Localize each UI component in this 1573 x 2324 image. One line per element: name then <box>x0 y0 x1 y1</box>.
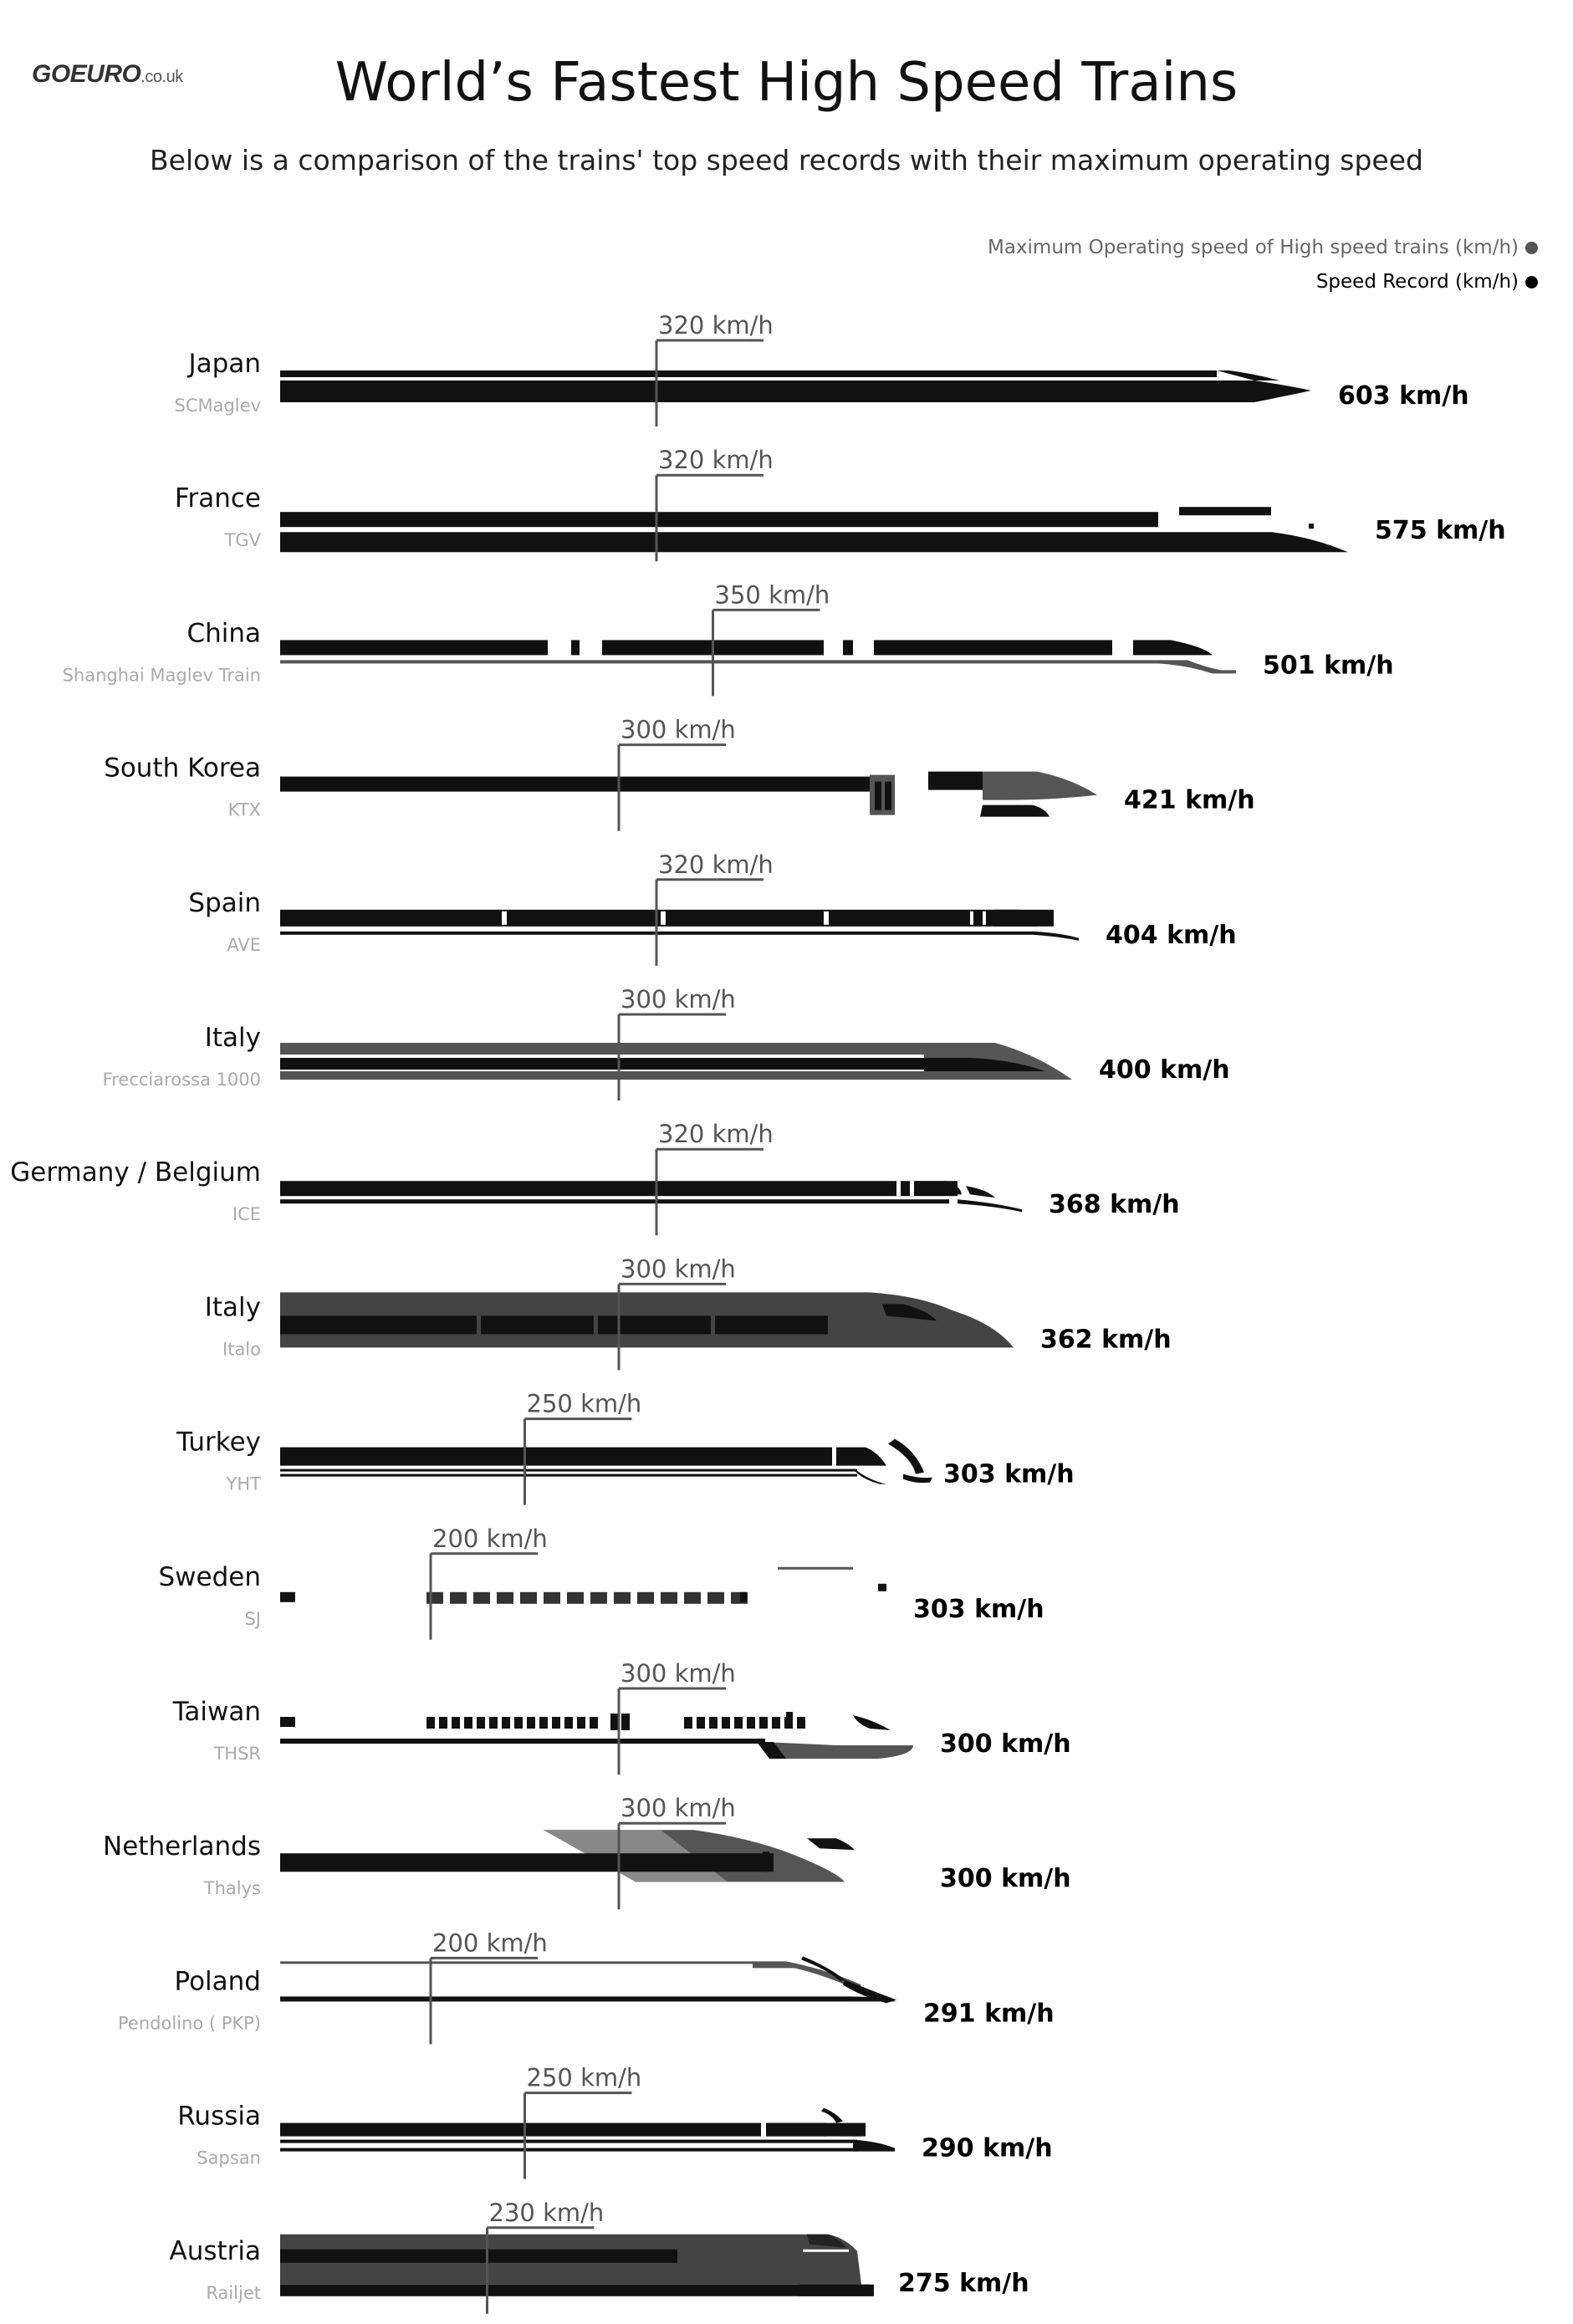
train-window <box>722 1717 730 1729</box>
country-label: Netherlands <box>103 1831 261 1862</box>
record-speed-label: 575 km/h <box>1375 516 1506 546</box>
record-speed-label: 300 km/h <box>940 1864 1071 1894</box>
train-window <box>473 1592 490 1604</box>
train-model-label: AVE <box>227 934 261 955</box>
country-label: South Korea <box>104 753 261 784</box>
train-body <box>778 1567 853 1570</box>
country-label: Germany / Belgium <box>10 1157 261 1188</box>
country-label: Turkey <box>176 1427 261 1458</box>
record-speed-label: 291 km/h <box>923 1999 1055 2029</box>
train-body <box>928 772 983 790</box>
train-row <box>205 1254 1172 1370</box>
train-model-label: Sapsan <box>197 2148 261 2168</box>
train-window <box>661 912 666 925</box>
country-label: Poland <box>174 1966 261 1997</box>
train-window <box>684 1717 692 1729</box>
train-model-label: Thalys <box>203 1878 261 1899</box>
train-body <box>1179 507 1271 515</box>
train-body <box>280 1739 765 1744</box>
train-body <box>280 1071 924 1080</box>
train-body <box>280 1043 924 1055</box>
country-label: Japan <box>188 349 261 379</box>
train-window <box>786 1712 793 1729</box>
record-speed-label: 275 km/h <box>898 2268 1029 2298</box>
train-body <box>280 1961 757 1964</box>
operating-speed-label: 320 km/h <box>658 446 774 475</box>
train-nose <box>853 1469 886 1484</box>
train-body <box>598 1315 711 1334</box>
train-window <box>661 1592 677 1604</box>
train-body <box>715 1315 828 1334</box>
train-window <box>878 1584 886 1591</box>
train-nose <box>807 1838 855 1850</box>
operating-speed-label: 300 km/h <box>621 1659 736 1688</box>
train-body <box>280 2250 677 2263</box>
train-model-label: KTX <box>227 799 261 820</box>
train-window <box>590 1717 598 1729</box>
record-speed-label: 421 km/h <box>1124 785 1255 815</box>
train-window <box>843 640 853 655</box>
train-model-label: SJ <box>244 1608 261 1629</box>
train-window <box>452 1717 460 1729</box>
record-speed-label: 290 km/h <box>922 2133 1053 2163</box>
operating-speed-label: 250 km/h <box>526 2063 642 2092</box>
train-window <box>797 1717 805 1729</box>
record-speed-label: 603 km/h <box>1338 381 1469 411</box>
train-body <box>280 2140 857 2143</box>
train-window <box>426 1717 435 1729</box>
train-nose <box>980 805 1050 817</box>
train-body <box>280 1181 958 1196</box>
operating-speed-label: 320 km/h <box>658 850 774 879</box>
train-window <box>970 912 973 925</box>
train-window <box>520 1592 537 1604</box>
train-body <box>803 2250 849 2252</box>
train-nose <box>966 1186 995 1198</box>
train-nose <box>1133 640 1213 655</box>
train-row <box>104 716 1254 831</box>
train-body <box>280 660 1158 663</box>
train-window <box>740 1592 747 1602</box>
train-window <box>707 1592 724 1604</box>
train-window <box>910 1181 914 1196</box>
train-window <box>772 1717 780 1729</box>
train-window <box>983 912 986 925</box>
train-nose <box>1033 932 1079 941</box>
train-window <box>709 1717 718 1729</box>
train-window <box>280 1717 295 1727</box>
country-label: Russia <box>177 2101 261 2132</box>
train-body <box>768 2123 826 2137</box>
train-window <box>824 912 829 925</box>
train-window <box>734 1717 743 1729</box>
train-body <box>280 512 1158 527</box>
train-model-label: TGV <box>224 530 261 551</box>
train-window <box>747 1717 755 1729</box>
train-model-label: YHT <box>226 1474 261 1494</box>
operating-speed-label: 300 km/h <box>621 1794 736 1823</box>
train-model-label: Shanghai Maglev Train <box>62 665 261 686</box>
train-nose <box>1158 660 1236 673</box>
train-window <box>280 1592 295 1602</box>
train-body <box>280 1853 774 1872</box>
train-model-label: Frecciarossa 1000 <box>102 1070 261 1090</box>
train-window <box>571 640 580 655</box>
country-label: France <box>174 483 261 514</box>
train-model-label: ICE <box>232 1204 261 1225</box>
train-row <box>188 850 1236 966</box>
page-subtitle: Below is a comparison of the trains' top speed records with their maximum operating speed <box>150 144 1423 176</box>
logo-text: GOEURO <box>32 60 141 88</box>
record-speed-label: 400 km/h <box>1099 1055 1230 1085</box>
train-window <box>875 782 881 810</box>
train-model-label: Italo <box>222 1339 261 1360</box>
train-window <box>763 1852 769 1872</box>
train-window <box>885 782 891 810</box>
operating-speed-label: 320 km/h <box>658 1120 774 1149</box>
train-window <box>539 1717 548 1729</box>
train-nose <box>853 1715 891 1730</box>
country-label: Italy <box>204 1023 261 1053</box>
train-nose <box>958 1199 1022 1212</box>
train-window <box>439 1717 447 1729</box>
train-window <box>497 1592 513 1604</box>
train-model-label: THSR <box>213 1744 261 1764</box>
operating-speed-label: 350 km/h <box>714 580 830 610</box>
record-speed-label: 362 km/h <box>1040 1325 1172 1355</box>
train-window <box>577 1717 585 1729</box>
train-row <box>177 2064 1052 2179</box>
train-nose <box>853 2140 895 2152</box>
train-body <box>280 1469 857 1472</box>
logo-domain: .co.uk <box>140 68 183 86</box>
train-body <box>280 777 874 792</box>
train-body <box>280 1448 832 1466</box>
record-speed-label: 303 km/h <box>913 1594 1044 1624</box>
train-window <box>502 912 507 925</box>
record-speed-label: 368 km/h <box>1049 1190 1180 1220</box>
train-nose <box>836 1448 886 1466</box>
operating-speed-label: 320 km/h <box>658 311 774 340</box>
train-nose <box>983 772 1097 800</box>
train-nose <box>799 2285 871 2296</box>
record-speed-label: 300 km/h <box>940 1729 1071 1759</box>
train-window <box>896 1181 901 1196</box>
country-label: Sweden <box>158 1561 261 1592</box>
train-body <box>874 640 1112 655</box>
train-row <box>176 1390 1074 1505</box>
train-nose <box>280 532 1348 552</box>
train-row <box>103 985 1230 1101</box>
operating-speed-label: 250 km/h <box>526 1389 642 1418</box>
country-label: Spain <box>188 887 261 918</box>
train-body <box>280 1996 849 2001</box>
train-window <box>489 1717 498 1729</box>
train-window <box>590 1592 607 1604</box>
train-body <box>481 1315 594 1334</box>
train-window <box>544 1592 560 1604</box>
train-window <box>697 1717 705 1729</box>
train-body <box>280 1199 949 1203</box>
train-window <box>1309 524 1314 529</box>
train-window <box>527 1717 535 1729</box>
train-body <box>280 370 1217 377</box>
train-window <box>759 1717 768 1729</box>
train-row <box>172 1659 1071 1775</box>
country-label: Taiwan <box>172 1697 261 1727</box>
train-model-label: SCMaglev <box>174 396 261 416</box>
train-row <box>158 1525 1044 1640</box>
train-body <box>280 910 1054 927</box>
train-body <box>280 1315 477 1334</box>
legend-record-label: Speed Record (km/h) <box>1315 271 1519 293</box>
train-window <box>552 1717 560 1729</box>
train-window <box>614 1592 631 1604</box>
train-window <box>684 1592 701 1604</box>
operating-speed-label: 200 km/h <box>432 1524 548 1553</box>
train-window <box>450 1592 467 1604</box>
train-row <box>175 446 1506 561</box>
train-body <box>280 2285 874 2296</box>
operating-speed-label: 200 km/h <box>432 1928 548 1958</box>
train-row <box>103 1794 1071 1909</box>
train-window <box>477 1717 485 1729</box>
train-nose <box>1217 370 1279 381</box>
train-row <box>169 2199 1029 2314</box>
operating-speed-label: 300 km/h <box>621 985 736 1014</box>
train-window <box>514 1717 523 1729</box>
train-row <box>118 1928 1055 2044</box>
operating-speed-label: 230 km/h <box>488 2198 605 2227</box>
legend-operating-label: Maximum Operating speed of High speed trains (km/h) <box>987 237 1519 258</box>
train-row <box>175 311 1469 426</box>
record-speed-label: 501 km/h <box>1263 651 1394 681</box>
train-model-label: Pendolino ( PKP) <box>118 2013 261 2034</box>
train-body <box>280 2148 857 2152</box>
operating-speed-label: 300 km/h <box>621 715 736 744</box>
train-window <box>464 1717 472 1729</box>
train-nose <box>280 381 1311 402</box>
train-body <box>280 1474 857 1477</box>
train-row <box>63 580 1394 696</box>
train-window <box>761 2123 766 2137</box>
train-nose <box>903 1474 932 1484</box>
train-nose <box>821 2108 843 2123</box>
train-window <box>567 1592 584 1604</box>
train-window <box>426 1592 443 1604</box>
train-model-label: Railjet <box>206 2282 261 2303</box>
train-body <box>280 640 548 655</box>
train-window <box>564 1717 573 1729</box>
page-title: World’s Fastest High Speed Trains <box>335 52 1238 114</box>
operating-speed-label: 300 km/h <box>621 1254 736 1284</box>
record-speed-label: 404 km/h <box>1106 920 1237 950</box>
country-label: Austria <box>169 2235 261 2266</box>
record-speed-label: 303 km/h <box>943 1459 1075 1489</box>
train-row <box>10 1120 1179 1235</box>
train-window <box>621 1714 630 1730</box>
train-window <box>637 1592 654 1604</box>
train-window <box>502 1717 510 1729</box>
country-label: Italy <box>204 1292 261 1323</box>
country-label: China <box>186 618 261 649</box>
train-body <box>280 1058 924 1070</box>
train-nose <box>888 1439 924 1474</box>
